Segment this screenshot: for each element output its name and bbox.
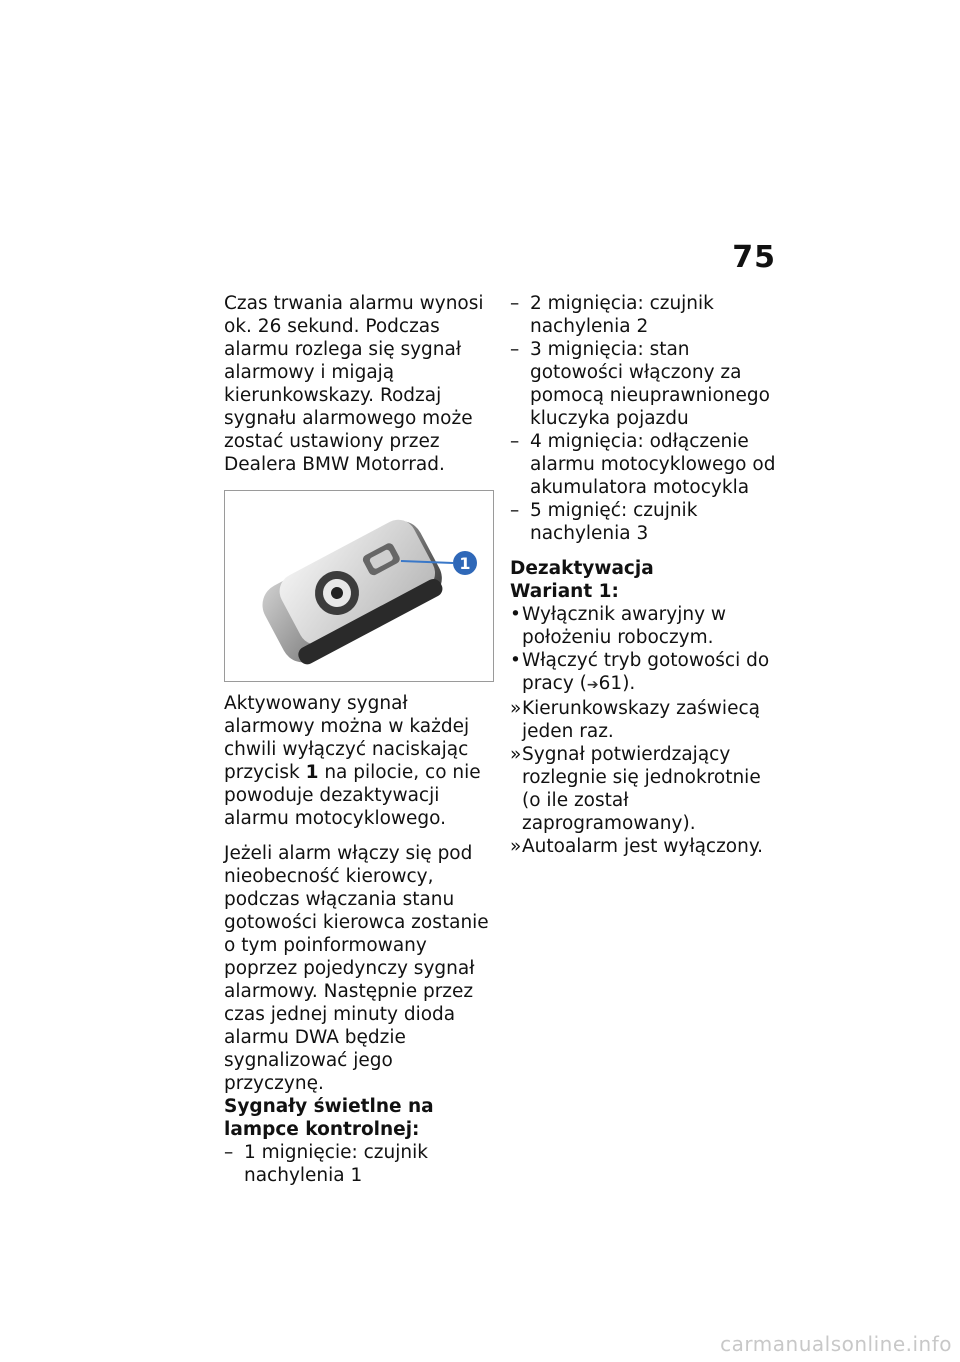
right-column: [510, 292, 782, 858]
light-signals-heading: Sygnały świetlne na lampce kontrolnej:: [224, 1096, 434, 1140]
p2-button-ref: 1: [305, 762, 319, 783]
page-reference-arrow-icon: ➔: [586, 677, 599, 693]
watermark: carmanualsonline.info: [720, 1332, 952, 1356]
key-fob-figure: [224, 490, 494, 682]
left-column: [224, 292, 496, 1187]
signal-item-5: – 5 mignięć: czujnik nachylenia 3: [510, 499, 782, 545]
absence-alarm-paragraph: Jeżeli alarm włączy się pod nieobecność kierowcy, podczas włączania stanu gotowości kierowca zostanie o tym poinformowany poprzez pojedynczy sygnał alarmowy. Następnie przez czas jednej minuty dioda alarmu DWA będzie sygnalizować jego przyczynę.: [224, 843, 489, 1094]
signal-item-1: – 1 mignięcie: czujnik nachylenia 1: [224, 1141, 496, 1187]
result-item-2: » Sygnał potwierdzający rozlegnie się jednokrotnie (o ile został zaprogramowany).: [510, 743, 782, 835]
signal-item-3: – 3 mignięcia: stan gotowości włączony za pomocą nieuprawnionego kluczyka pojazdu: [510, 338, 782, 430]
bullet2-text-after: ).: [622, 673, 636, 694]
p2-text-before: Aktywowany sygnał alarmowy można w każdej chwili wyłączyć naciskając przycisk: [224, 693, 470, 783]
variant-1-subheading: Wariant 1:: [510, 581, 619, 602]
deactivate-signal-paragraph: [224, 692, 496, 830]
alarm-duration-paragraph: Czas trwania alarmu wynosi ok. 26 sekund. Podczas alarmu rozlega się sygnał alarmowy i migają kierunkowskazy. Rodzaj sygnału alarmowego może zostać ustawiony przez Dealera BMW Motorrad.: [224, 293, 484, 475]
signal-item-2: – 2 mignięcia: czujnik nachylenia 2: [510, 292, 782, 338]
page-number: 75: [732, 240, 776, 275]
result-item-3: » Autoalarm jest wyłączony.: [510, 835, 782, 858]
callout-number: 1: [459, 554, 471, 573]
deactivation-heading: Dezaktywacja: [510, 558, 654, 579]
key-fob-body: [254, 512, 451, 672]
p2-text-after: na pilocie, co nie powoduje dezaktywacji alarmu motocyklowego.: [224, 762, 481, 829]
bullet2-text-before: Włączyć tryb gotowości do pracy (: [522, 650, 770, 694]
key-fob-illustration: [225, 491, 493, 681]
result-item-1: » Kierunkowskazy zaświecą jeden raz.: [510, 697, 782, 743]
page-reference-number: 61: [598, 673, 623, 694]
signal-item-4: – 4 mignięcia: odłączenie alarmu motocyklowego od akumulatora motocykla: [510, 430, 782, 499]
step-bullet-1: • Wyłącznik awaryjny w położeniu roboczym.: [510, 603, 782, 649]
step-bullet-2: [510, 649, 782, 697]
